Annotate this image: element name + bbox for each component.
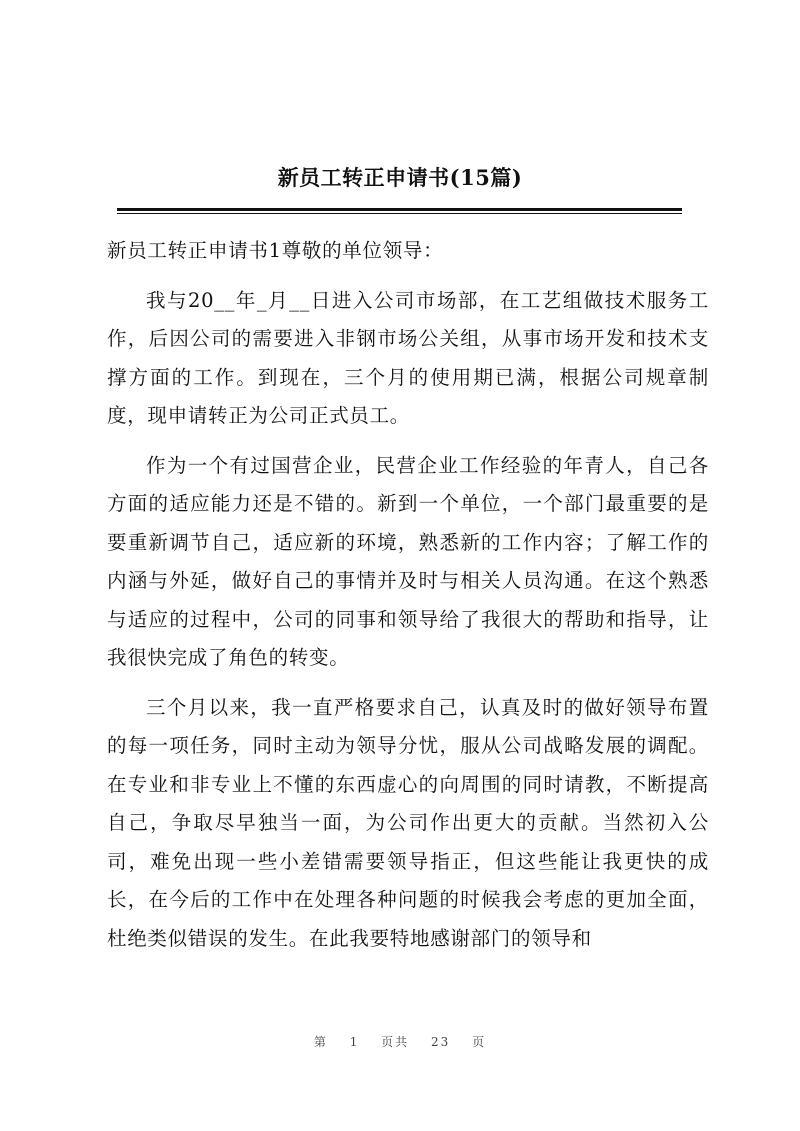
body-paragraph-1: 我与20__年_月__日进入公司市场部，在工艺组做技术服务工作，后因公司的需要进入非钢市场公关组，从事市场开发和技术支撑方面的工作。到现在，三个月的使用期已满，根据公司规章制度，现申请转正为公司正式员工。	[107, 288, 709, 427]
salutation-paragraph: 新员工转正申请书1尊敬的单位领导：	[107, 239, 444, 262]
body-paragraph-3: 三个月以来，我一直严格要求自己，认真及时的做好领导布置的每一项任务，同时主动为领导分忧，服从公司战略发展的调配。在专业和非专业上不懂的东西虚心的向周围的同时请教，不断提高自己，争取尽早独当一面，为公司作出更大的贡献。当然初入公司，难免出现一些小差错需要领导指正，但这些能让我更快的成长，在今后的工作中在处理各种问题的时候我会考虑的更加全面，杜绝类似错误的发生。在此我要特地感谢部门的领导和	[107, 695, 709, 950]
page-footer	[0, 1033, 800, 1050]
page-title: 新员工转正申请书(15篇)	[277, 165, 523, 190]
title-divider-thin	[117, 213, 682, 214]
footer-label-end: 页	[472, 1035, 487, 1049]
document-body	[107, 232, 709, 958]
title-divider	[117, 208, 682, 211]
footer-total-pages: 23	[431, 1035, 451, 1049]
footer-current-page: 1	[349, 1035, 360, 1049]
body-paragraph-2: 作为一个有过国营企业，民营企业工作经验的年青人，自己各方面的适应能力还是不错的。新到一个单位，一个部门最重要的是要重新调节自己，适应新的环境，熟悉新的工作内容；了解工作的内涵与外延，做好自己的事情并及时与相关人员沟通。在这个熟悉与适应的过程中，公司的同事和领导给了我很大的帮助和指导，让我很快完成了角色的转变。	[107, 453, 709, 669]
footer-label-page: 第	[313, 1035, 328, 1049]
footer-label-of: 页共	[381, 1035, 410, 1049]
